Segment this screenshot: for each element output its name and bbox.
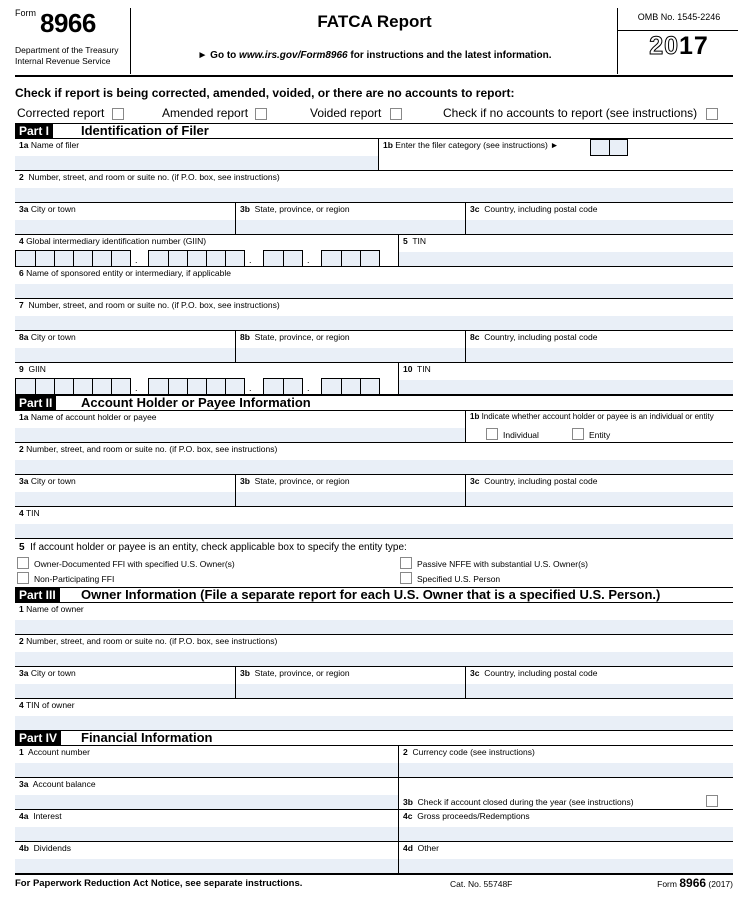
service-name: Internal Revenue Service [15, 56, 111, 66]
p4-4d-cell [398, 841, 399, 873]
p1-3c-cell [465, 202, 466, 234]
account-number-currency-field[interactable] [15, 763, 733, 777]
part1-row-4 [15, 234, 733, 267]
part1-header [15, 123, 733, 139]
sponsored-street-field[interactable] [15, 316, 733, 330]
part3-row-2 [15, 634, 733, 667]
corrected-label: Corrected report [17, 106, 105, 120]
p3-3a-label: 3a City or town [19, 668, 76, 678]
owner-tin-field[interactable] [15, 716, 733, 730]
holder-street-field[interactable] [15, 460, 733, 474]
goto-prefix: ► Go to [197, 50, 240, 61]
specified-us-person-label: Specified U.S. Person [417, 574, 501, 584]
part1-label: Part I [15, 124, 53, 138]
part4-row-5 [15, 841, 733, 875]
part4-row-3 [15, 777, 733, 810]
p4-1-label: 1 Account number [19, 747, 90, 757]
giin-group-2[interactable] [148, 378, 245, 395]
part4-label: Part IV [15, 731, 61, 745]
corrected-checkbox[interactable] [112, 108, 124, 120]
part2-title: Account Holder or Payee Information [81, 395, 311, 410]
form-label: Form [15, 8, 36, 18]
p1-5-cell [398, 234, 399, 266]
account-balance-field[interactable] [15, 795, 398, 809]
p2-1a-label: 1a Name of account holder or payee [19, 412, 157, 422]
p2-2-label: 2 Number, street, and room or suite no. (if P.O. box, see instructions) [19, 444, 278, 454]
omb-divider [617, 30, 738, 31]
p1-6-label: 6 Name of sponsored entity or intermediary, if applicable [19, 268, 231, 278]
p4-3b-cell [398, 777, 399, 809]
page-title: FATCA Report [317, 12, 432, 31]
header-bottom-rule [15, 75, 733, 77]
p4-4d-label: 4d Other [403, 843, 439, 853]
amended-checkbox[interactable] [255, 108, 267, 120]
giin-separator: . [307, 255, 310, 265]
footer-form-id: Form 8966 (2017) [657, 876, 733, 890]
irs-link[interactable]: www.irs.gov/Form8966 [239, 50, 348, 61]
part2-label: Part II [15, 396, 56, 410]
p2-3b-label: 3b State, province, or region [240, 476, 350, 486]
giin-group-3[interactable] [263, 250, 303, 267]
giin-group-1[interactable] [15, 378, 131, 395]
voided-label: Voided report [310, 106, 382, 120]
owner-name-field[interactable] [15, 620, 733, 634]
part3-row-4 [15, 698, 733, 731]
header-divider-left [130, 8, 131, 74]
omb-number: OMB No. 1545-2246 [637, 12, 721, 22]
holder-name-field[interactable] [15, 428, 465, 442]
owner-documented-ffi-checkbox[interactable] [17, 557, 29, 569]
holder-tin-field[interactable] [15, 524, 733, 538]
p1-4-label: 4 Global intermediary identification number (GIIN) [19, 236, 207, 246]
goto-suffix: for instructions and the latest information. [347, 50, 552, 61]
giin-group-3[interactable] [263, 378, 303, 395]
tax-year [620, 32, 738, 61]
p1-10-cell [398, 362, 399, 394]
p1-8b-cell [235, 330, 236, 362]
non-participating-ffi-label: Non-Participating FFI [34, 574, 115, 584]
filer-city-state-country-field[interactable] [15, 220, 733, 234]
giin-separator: . [307, 383, 310, 393]
filer-category-box[interactable] [590, 139, 628, 156]
p1-8a-label: 8a City or town [19, 332, 76, 342]
part4-title: Financial Information [81, 730, 213, 745]
no-accounts-checkbox[interactable] [706, 108, 718, 120]
part2-row-3 [15, 474, 733, 507]
voided-checkbox[interactable] [390, 108, 402, 120]
p1-10-label: 10 TIN [403, 364, 431, 374]
p3-3b-cell [235, 666, 236, 698]
giin-group-4[interactable] [321, 378, 380, 395]
part2-row-1 [15, 410, 733, 443]
p2-5-label: 5 If account holder or payee is an entity, check applicable box to specify the entity type: [19, 542, 407, 553]
p1-9-label: 9 GIIN [19, 364, 46, 374]
p3-4-label: 4 TIN of owner [19, 700, 75, 710]
p4-4a-label: 4a Interest [19, 811, 62, 821]
p1-3b-cell [235, 202, 236, 234]
p1-5-label: 5 TIN [403, 236, 427, 246]
holder-city-state-country-field[interactable] [15, 492, 733, 506]
p3-3c-label: 3c Country, including postal code [470, 668, 598, 678]
owner-documented-ffi-label: Owner-Documented FFI with specified U.S. Owner(s) [34, 559, 235, 569]
part3-header [15, 587, 733, 603]
dividends-other-field[interactable] [15, 859, 733, 873]
paperwork-notice: For Paperwork Reduction Act Notice, see separate instructions. [15, 878, 303, 889]
part3-label: Part III [15, 588, 60, 602]
amended-label: Amended report [162, 106, 249, 120]
part1-row-3 [15, 202, 733, 235]
p1-8c-label: 8c Country, including postal code [470, 332, 598, 342]
p4-4c-label: 4c Gross proceeds/Redemptions [403, 811, 530, 821]
entity-checkbox[interactable] [572, 428, 584, 440]
department-name: Department of the Treasury [15, 45, 119, 55]
giin-separator: . [249, 383, 252, 393]
p1-3c-label: 3c Country, including postal code [470, 204, 598, 214]
part2-header [15, 395, 733, 411]
p1-3a-label: 3a City or town [19, 204, 76, 214]
p4-2-cell [398, 745, 399, 777]
year-suffix: 17 [679, 32, 709, 60]
part3-row-3 [15, 666, 733, 699]
p2-3c-cell [465, 474, 466, 506]
part2-row-2 [15, 442, 733, 475]
p1-3b-label: 3b State, province, or region [240, 204, 350, 214]
interest-gross-proceeds-field[interactable] [15, 827, 733, 841]
giin-separator: . [135, 383, 138, 393]
p3-1-label: 1 Name of owner [19, 604, 84, 614]
p2-4-label: 4 TIN [19, 508, 40, 518]
p1-8b-label: 8b State, province, or region [240, 332, 350, 342]
sponsored-tin-field[interactable] [398, 380, 733, 394]
form-number: 8966 [40, 8, 96, 38]
part1-row-7 [15, 298, 733, 331]
giin-separator: . [135, 255, 138, 265]
account-closed-checkbox[interactable] [706, 795, 718, 807]
p4-2-label: 2 Currency code (see instructions) [403, 747, 535, 757]
no-accounts-label: Check if no accounts to report (see instructions) [443, 106, 698, 120]
part4-row-1 [15, 745, 733, 778]
p1-1b-label: 1b Enter the filer category (see instructions) ► [383, 140, 559, 150]
individual-checkbox[interactable] [486, 428, 498, 440]
p3-3c-cell [465, 666, 466, 698]
instructions-line [132, 50, 617, 61]
filer-street-field[interactable] [15, 188, 733, 202]
p2-1b-cell [465, 410, 466, 442]
part1-row-2 [15, 170, 733, 203]
department-block [15, 45, 130, 67]
p1-1a-label: 1a Name of filer [19, 140, 80, 150]
part1-row-1 [15, 138, 733, 171]
specified-us-person-checkbox[interactable] [400, 572, 412, 584]
filer-tin-field[interactable] [398, 252, 733, 266]
part3-title: Owner Information (File a separate report for each U.S. Owner that is a specified U.S. Person.) [81, 587, 661, 602]
part1-row-9 [15, 362, 733, 395]
part1-row-8 [15, 330, 733, 363]
p4-3b-label: 3b Check if account closed during the year (see instructions) [403, 797, 634, 807]
header-divider-right [617, 8, 618, 74]
p1-2-label: 2 Number, street, and room or suite no. (if P.O. box, see instructions) [19, 172, 280, 182]
passive-nffe-checkbox[interactable] [400, 557, 412, 569]
p2-1b-label: 1b Indicate whether account holder or payee is an individual or entity [470, 412, 714, 421]
p2-3b-cell [235, 474, 236, 506]
p3-3b-label: 3b State, province, or region [240, 668, 350, 678]
sponsored-city-state-country-field[interactable] [15, 348, 733, 362]
part1-title: Identification of Filer [81, 123, 209, 138]
p2-3a-label: 3a City or town [19, 476, 76, 486]
giin-group-1[interactable] [15, 250, 131, 267]
owner-street-field[interactable] [15, 652, 733, 666]
p1-8c-cell [465, 330, 466, 362]
p4-3a-label: 3a Account balance [19, 779, 96, 789]
filer-name-field[interactable] [15, 156, 378, 170]
part1-row-6 [15, 266, 733, 299]
p1-7-label: 7 Number, street, and room or suite no. (if P.O. box, see instructions) [19, 300, 280, 310]
p1-1b-cell [378, 138, 379, 170]
part3-row-1 [15, 602, 733, 635]
passive-nffe-label: Passive NFFE with substantial U.S. Owner(s) [417, 559, 588, 569]
sponsored-entity-field[interactable] [15, 284, 733, 298]
p4-4c-cell [398, 809, 399, 841]
individual-label: Individual [503, 430, 539, 440]
year-prefix: 20 [649, 32, 679, 60]
part4-row-4 [15, 809, 733, 842]
entity-label: Entity [589, 430, 611, 440]
owner-city-state-country-field[interactable] [15, 684, 733, 698]
p4-4b-label: 4b Dividends [19, 843, 71, 853]
p2-3c-label: 3c Country, including postal code [470, 476, 598, 486]
giin-group-2[interactable] [148, 250, 245, 267]
non-participating-ffi-checkbox[interactable] [17, 572, 29, 584]
giin-group-4[interactable] [321, 250, 380, 267]
giin-separator: . [249, 255, 252, 265]
part4-header [15, 730, 733, 746]
catalog-number: Cat. No. 55748F [450, 879, 513, 889]
report-check-heading: Check if report is being corrected, amended, voided, or there are no accounts to report: [15, 86, 515, 100]
p3-2-label: 2 Number, street, and room or suite no. (if P.O. box, see instructions) [19, 636, 278, 646]
part2-row-4 [15, 506, 733, 539]
